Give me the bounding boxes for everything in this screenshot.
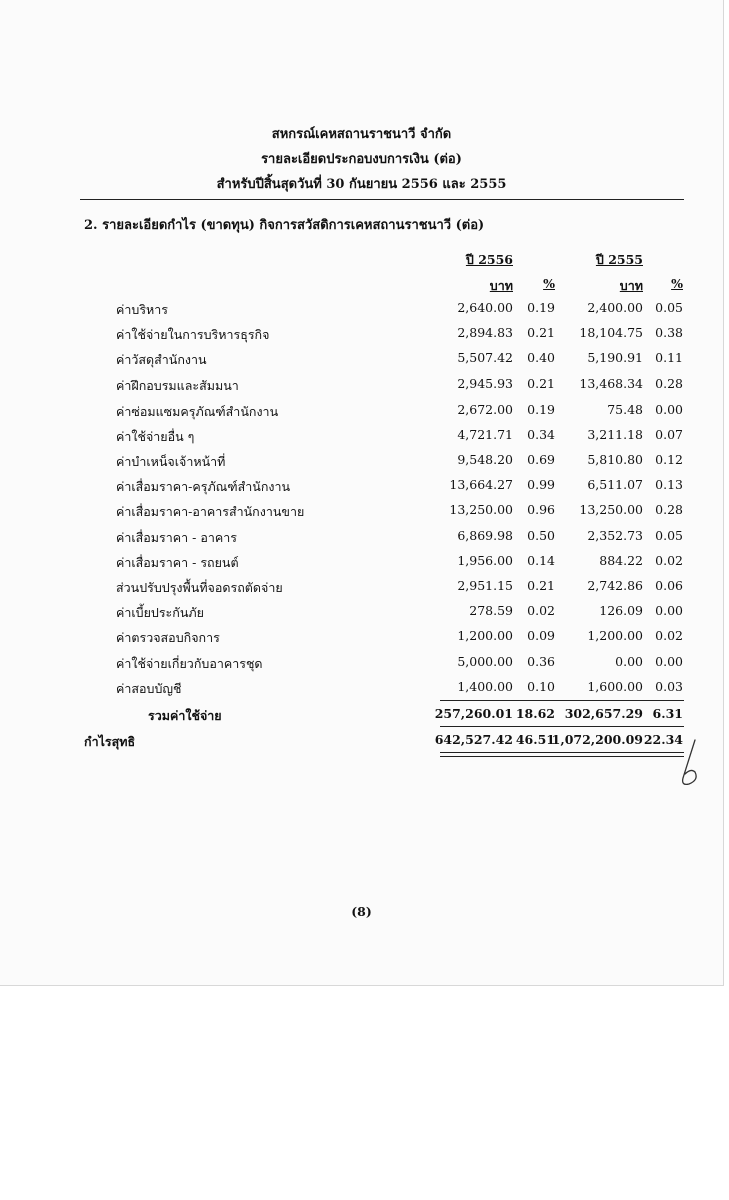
row-percent-2555: 0.13 [655, 477, 683, 492]
table-row [0, 427, 723, 452]
row-percent-2555: 0.03 [655, 679, 683, 694]
total-label: รวมค่าใช้จ่าย [148, 708, 222, 723]
table-row [0, 603, 723, 628]
row-amount-2555: 18,104.75 [579, 325, 643, 340]
col-year-2555: ปี 2555 [595, 252, 643, 267]
table-row [0, 376, 723, 401]
row-label: ค่าเสื่อมราคา - อาคาร [116, 530, 237, 545]
row-amount-2555: 2,400.00 [587, 300, 643, 315]
table-row [0, 452, 723, 477]
total-amount-2555: 302,657.29 [564, 706, 643, 721]
row-amount-2556: 2,945.93 [457, 376, 513, 391]
table-row [0, 402, 723, 427]
row-amount-2555: 2,352.73 [587, 528, 643, 543]
row-amount-2555: 13,468.34 [579, 376, 643, 391]
org-name: สหกรณ์เคหสถานราชนาวี จำกัด [271, 127, 452, 142]
row-amount-2555: 0.00 [615, 654, 643, 669]
row-amount-2556: 1,200.00 [457, 628, 513, 643]
row-percent-2555: 0.02 [655, 628, 683, 643]
row-percent-2556: 0.96 [527, 502, 555, 517]
net-profit-label: กำไรสุทธิ [84, 734, 136, 749]
row-label: ค่าใช้จ่ายในการบริหารธุรกิจ [116, 327, 270, 342]
row-amount-2555: 5,190.91 [587, 350, 643, 365]
row-label: ค่าเบี้ยประกันภัย [116, 605, 204, 620]
row-amount-2556: 9,548.20 [457, 452, 513, 467]
net-amount-2556: 642,527.42 [434, 732, 513, 747]
row-percent-2556: 0.21 [527, 376, 555, 391]
row-percent-2555: 0.28 [655, 376, 683, 391]
net-top-rule [440, 726, 684, 727]
table-row [0, 300, 723, 325]
net-double-rule-1 [440, 752, 684, 753]
row-amount-2556: 2,894.83 [457, 325, 513, 340]
net-profit-row [0, 732, 723, 757]
row-label: ค่าวัสดุสำนักงาน [116, 352, 207, 367]
row-amount-2556: 6,869.98 [457, 528, 513, 543]
row-amount-2555: 75.48 [607, 402, 643, 417]
table-row [0, 477, 723, 502]
row-amount-2556: 1,400.00 [457, 679, 513, 694]
row-amount-2555: 13,250.00 [579, 502, 643, 517]
page-number: (8) [351, 904, 372, 919]
row-amount-2556: 5,000.00 [457, 654, 513, 669]
table-row [0, 628, 723, 653]
header-divider [80, 199, 684, 200]
row-amount-2556: 2,672.00 [457, 402, 513, 417]
row-amount-2556: 5,507.42 [457, 350, 513, 365]
row-amount-2555: 884.22 [599, 553, 643, 568]
row-percent-2556: 0.09 [527, 628, 555, 643]
total-percent-2555: 6.31 [652, 706, 683, 721]
row-label: ค่าบริหาร [116, 302, 169, 317]
table-row [0, 553, 723, 578]
row-amount-2556: 278.59 [469, 603, 513, 618]
doc-title: รายละเอียดประกอบงบการเงิน (ต่อ) [261, 152, 462, 167]
row-percent-2556: 0.14 [527, 553, 555, 568]
row-percent-2555: 0.00 [655, 654, 683, 669]
row-label: ค่าสอบบัญชี [116, 681, 182, 696]
col-baht-2555: บาท [619, 278, 643, 293]
row-percent-2556: 0.69 [527, 452, 555, 467]
row-percent-2555: 0.07 [655, 427, 683, 442]
row-amount-2556: 2,640.00 [457, 300, 513, 315]
col-baht-2556: บาท [489, 278, 513, 293]
row-percent-2556: 0.50 [527, 528, 555, 543]
row-percent-2555: 0.00 [655, 402, 683, 417]
row-label: ค่าเสื่อมราคา - รถยนต์ [116, 555, 239, 570]
row-percent-2556: 0.19 [527, 402, 555, 417]
table-row [0, 325, 723, 350]
row-amount-2555: 2,742.86 [587, 578, 643, 593]
row-percent-2555: 0.06 [655, 578, 683, 593]
net-percent-2555: 22.34 [643, 732, 683, 747]
table-row [0, 578, 723, 603]
table-row [0, 654, 723, 679]
row-amount-2555: 1,200.00 [587, 628, 643, 643]
row-percent-2555: 0.05 [655, 300, 683, 315]
row-percent-2556: 0.10 [527, 679, 555, 694]
row-amount-2555: 5,810.80 [587, 452, 643, 467]
row-label: ค่าฝึกอบรมและสัมมนา [116, 378, 239, 393]
row-label: ค่าตรวจสอบกิจการ [116, 630, 220, 645]
total-expenses-row [0, 706, 723, 731]
row-label: ค่าบำเหน็จเจ้าหน้าที่ [116, 454, 226, 469]
row-percent-2556: 0.34 [527, 427, 555, 442]
row-label: ค่าซ่อมแซมครุภัณฑ์สำนักงาน [116, 404, 279, 419]
row-percent-2555: 0.28 [655, 502, 683, 517]
row-percent-2556: 0.02 [527, 603, 555, 618]
row-percent-2556: 0.21 [527, 325, 555, 340]
total-amount-2556: 257,260.01 [434, 706, 513, 721]
row-percent-2555: 0.02 [655, 553, 683, 568]
table-row [0, 350, 723, 375]
total-percent-2556: 18.62 [515, 706, 555, 721]
handwritten-initial-mark [675, 738, 705, 790]
row-amount-2556: 2,951.15 [457, 578, 513, 593]
row-percent-2556: 0.19 [527, 300, 555, 315]
table-row [0, 528, 723, 553]
row-percent-2555: 0.00 [655, 603, 683, 618]
row-label: ค่าเสื่อมราคา-ครุภัณฑ์สำนักงาน [116, 479, 291, 494]
row-percent-2555: 0.11 [655, 350, 683, 365]
row-label: ค่าใช้จ่ายเกี่ยวกับอาคารชุด [116, 656, 263, 671]
period-subtitle: สำหรับปีสิ้นสุดวันที่ 30 กันยายน 2556 และ 2555 [216, 177, 507, 192]
row-percent-2556: 0.36 [527, 654, 555, 669]
table-row [0, 502, 723, 527]
row-amount-2556: 4,721.71 [457, 427, 513, 442]
section-title: 2. รายละเอียดกำไร (ขาดทุน) กิจการสวัสดิการเคหสถานราชนาวี (ต่อ) [84, 218, 485, 233]
net-double-rule-2 [440, 756, 684, 757]
row-percent-2556: 0.99 [527, 477, 555, 492]
row-amount-2556: 13,664.27 [449, 477, 513, 492]
net-percent-2556: 46.51 [515, 732, 555, 747]
row-label: ส่วนปรับปรุงพื้นที่จอดรถตัดจ่าย [116, 580, 283, 595]
net-amount-2555: 1,072,200.09 [551, 732, 643, 747]
row-amount-2555: 1,600.00 [587, 679, 643, 694]
col-percent-2556: % [543, 276, 555, 291]
row-percent-2555: 0.05 [655, 528, 683, 543]
row-amount-2556: 1,956.00 [457, 553, 513, 568]
row-amount-2556: 13,250.00 [449, 502, 513, 517]
row-label: ค่าเสื่อมราคา-อาคารสำนักงานขาย [116, 504, 305, 519]
col-percent-2555: % [671, 276, 683, 291]
row-amount-2555: 3,211.18 [587, 427, 643, 442]
row-label: ค่าใช้จ่ายอื่น ๆ [116, 429, 195, 444]
row-amount-2555: 126.09 [599, 603, 643, 618]
row-percent-2555: 0.12 [655, 452, 683, 467]
total-top-rule [440, 700, 684, 701]
col-year-2556: ปี 2556 [465, 252, 513, 267]
row-amount-2555: 6,511.07 [587, 477, 643, 492]
row-percent-2556: 0.40 [527, 350, 555, 365]
row-percent-2556: 0.21 [527, 578, 555, 593]
row-percent-2555: 0.38 [655, 325, 683, 340]
